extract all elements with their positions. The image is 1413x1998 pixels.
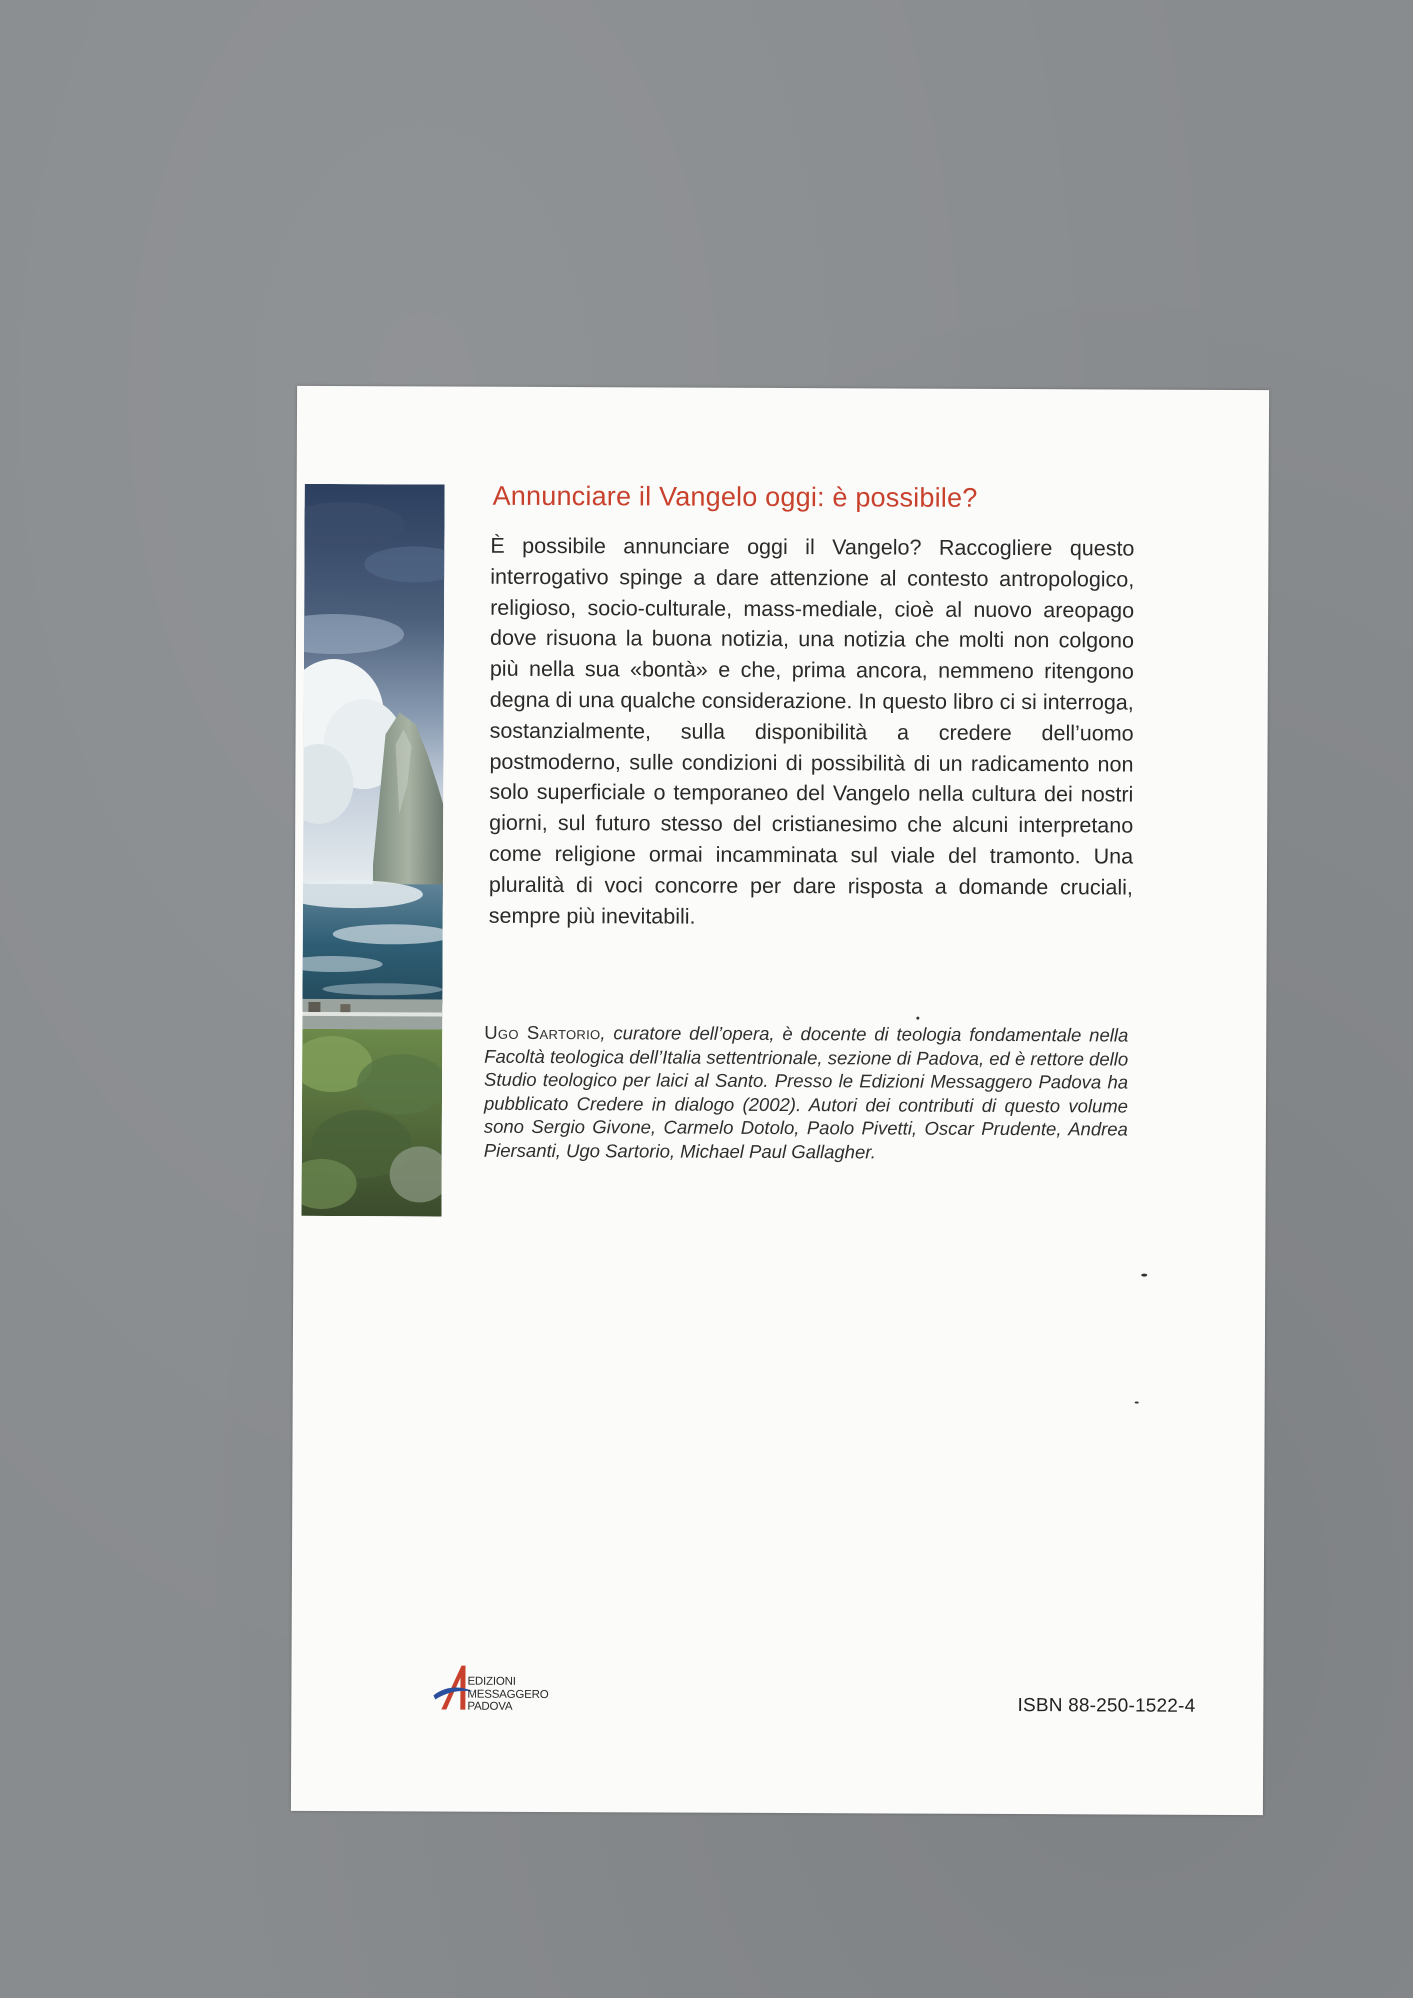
publisher-line-3: PADOVA	[467, 1700, 513, 1713]
publisher-line-1: EDIZIONI	[467, 1675, 516, 1688]
author-name: Ugo Sartorio	[484, 1021, 601, 1044]
isbn-number: ISBN 88-250-1522-4	[1017, 1695, 1196, 1717]
dust-speck	[916, 1017, 919, 1020]
book-back-cover	[291, 386, 1269, 1815]
author-paragraph	[484, 1021, 1129, 1165]
publisher-block	[431, 1663, 591, 1714]
publisher-line-2: MESSAGGERO	[467, 1688, 549, 1701]
publisher-name	[467, 1676, 548, 1714]
dust-speck	[1141, 1274, 1147, 1277]
cover-title: Annunciare il Vangelo oggi: è possibile?	[492, 480, 978, 513]
dust-speck	[1135, 1402, 1139, 1404]
description-paragraph: È possibile annunciare oggi il Vangelo? Raccogliere questo interrogativo spinge a dare attenzione al contesto antropologico, religioso, socio-culturale, mass-mediale, cioè al nuovo areopago dove risuona la buona notizia, una notizia che molti non colgono più nella sua «bontà» e che, prima ancora, nemmeno ritengono degna di una qualche considerazione. In questo libro ci si interroga, sostanzialmente, sulla disponibilità a credere dell’uomo postmoderno, sulle condizioni di possibilità di un radicamento non solo superficiale o temporaneo del Vangelo nella cultura dei nostri giorni, sul futuro stesso del cristianesimo che alcuni interpretano come religione ormai incamminata sul viale del tramonto. Una pluralità di voci concorre per dare risposta a domande cruciali, sempre più inevitabili.	[488, 533, 1135, 929]
cover-photo-strip	[301, 484, 444, 1217]
author-bio: , curatore dell’opera, è docente di teologia fondamentale nella Facoltà teologica dell’Italia settentrionale, sezione di Padova, ed è rettore dello Studio teologico per laici al Santo. Presso le Edizioni Messaggero Padova ha pubblicato Credere in dialogo (2002). Autori dei contributi di questo volume sono Sergio Givone, Carmelo Dotolo, Paolo Pivetti, Oscar Prudente, Andrea Piersanti, Ugo Sartorio, Michael Paul Gallagher.	[483, 1022, 1129, 1162]
